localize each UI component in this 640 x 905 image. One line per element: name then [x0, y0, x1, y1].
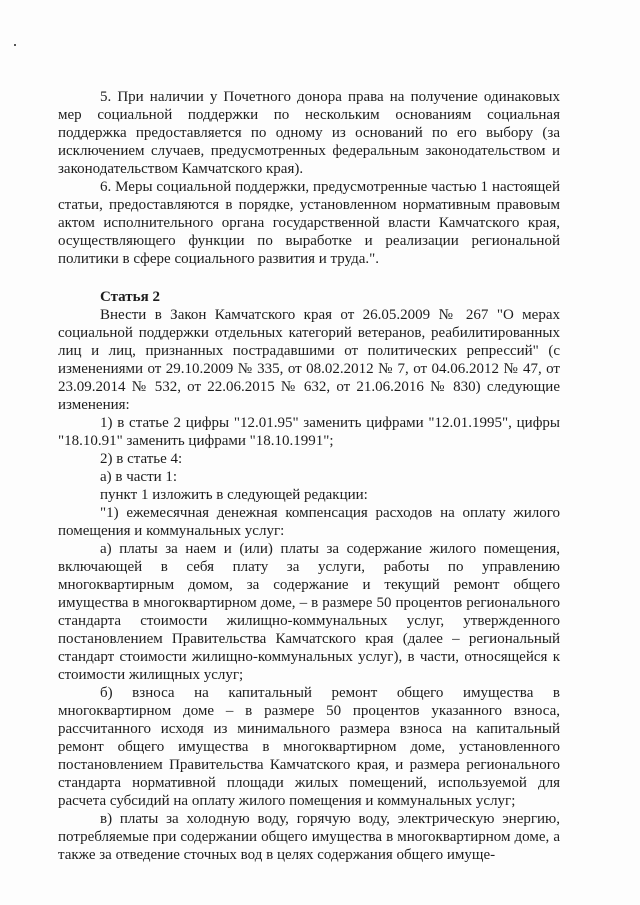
item-1: 1) в статье 2 цифры "12.01.95" заменить цифрами "12.01.1995", цифры "18.10.91" заменить цифрами "18.10.1991";: [58, 415, 560, 449]
scan-dot: [14, 44, 16, 46]
subitem-b: б) взноса на капитальный ремонт общего имущества в многоквартирном доме – в размере 50 процентов указанного взноса, рассчитанного исходя из минимального размера взноса на капитальный ремонт общего имущества в многоквартирном доме, установленного постановлением Правительства Камчатского края, и размера регионального стандарта нормативной площади жилых помещений, используемой для расчета субсидий на оплату жилого помещения и коммунальных услуг;: [58, 685, 560, 809]
article-heading: Статья 2: [100, 289, 160, 305]
quote-1: "1) ежемесячная денежная компенсация расходов на оплату жилого помещения и коммунальных услуг:: [58, 505, 560, 539]
subitem-a: а) платы за наем и (или) платы за содержание жилого помещения, включающей в себя плату за услуги, работы по управлению многоквартирным домом, за содержание и текущий ремонт общего имущества в многоквартирном доме, – в размере 50 процентов регионального стандарта стоимости жилищно-коммунальных услуг, утвержденного постановлением Правительства Камчатского края (далее – региональный стандарт стоимости жилищно-коммунальных услуг), в части, относящейся к стоимости жилищных услуг;: [58, 541, 560, 683]
item-2a-text: пункт 1 изложить в следующей редакции:: [100, 487, 368, 503]
paragraph-5: 5. При наличии у Почетного донора права на получение одинаковых мер социальной поддержки по нескольким основаниям социальная поддержка предоставляется по одному из оснований по его выбору (за исключением случаев, предусмотренных федеральным законодательством и законодательством Камчатского края).: [58, 89, 560, 177]
paragraph-6: 6. Меры социальной поддержки, предусмотренные частью 1 настоящей статьи, предоставляются в порядке, установленном нормативным правовым актом исполнительного органа государственной власти Камчатского края, осуществляющего функции по выработке и реализации региональной политики в сфере социального развития и труда.".: [58, 179, 560, 267]
document-body: [58, 88, 560, 864]
item-2a: а) в части 1:: [100, 469, 178, 485]
article-intro: Внести в Закон Камчатского края от 26.05.2009 № 267 "О мерах социальной поддержки отдельных категорий ветеранов, реабилитированных лиц и лиц, признанных пострадавшими от политических репрессий" (с изменениями от 29.10.2009 № 335, от 08.02.2012 № 7, от 04.06.2012 № 47, от 23.09.2014 № 532, от 22.06.2015 № 632, от 21.06.2016 № 830) следующие изменения:: [58, 307, 560, 413]
item-2: 2) в статье 4:: [100, 451, 183, 467]
subitem-v: в) платы за холодную воду, горячую воду, электрическую энергию, потребляемые при содержании общего имущества в многоквартирном доме, а также за отведение сточных вод в целях содержания общего имуще-: [58, 811, 560, 863]
